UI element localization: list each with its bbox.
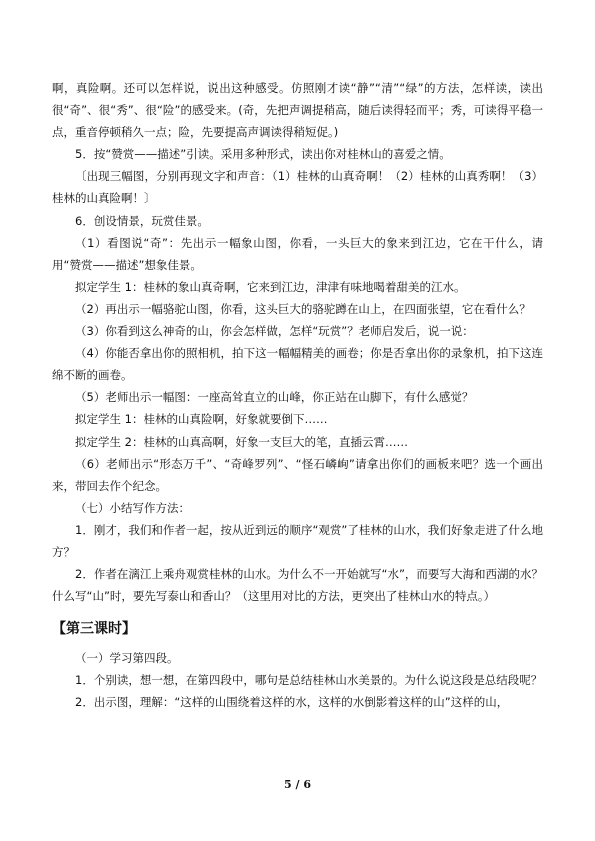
paragraph: 啊，真险啊。还可以怎样说，说出这种感受。仿照刚才读“静”“清”“绿”的方法，怎样读，读出很“奇”、很“秀”、很“险”的感受来。(奇，先把声调提稍高，随后读得轻而平；秀，可读得平稳一点，重音停顿稍久一点；险，先要提高声调读得稍短促。) [52, 81, 543, 140]
paragraph: （3）你看到这么神奇的山，你会怎样做，怎样“玩赏”？老师启发后，说一说： [75, 324, 474, 339]
document-body [52, 77, 543, 714]
paragraph: （6）老师出示“形态万千”、“奇峰罗列”、“怪石嶙峋”请拿出你们的画板来吧？选一个画出来，带回去作个纪念。 [52, 456, 543, 493]
paragraph: 2．作者在漓江上乘舟观赏桂林的山水。为什么不一开始就写“水”，而要写大海和西湖的水？什么写“山”时，要先写泰山和香山？（这里用对比的方法，更突出了桂林山水的特点。） [52, 567, 543, 604]
paragraph: 1．个别读，想一想，在第四段中，哪句是总结桂林山水美景的。为什么说这段是总结段呢？ [75, 673, 543, 688]
section-heading: 【第三课时】 [52, 621, 136, 638]
lesson-text-block [52, 77, 543, 607]
paragraph: 拟定学生 1：桂林的象山真奇啊，它来到江边，津津有味地喝着甜美的江水。 [75, 279, 466, 294]
paragraph: 拟定学生 1：桂林的山真险啊，好象就要倒下…… [75, 412, 328, 427]
paragraph: （5）老师出示一幅图：一座高耸直立的山峰，你正站在山脚下，有什么感觉？ [75, 390, 474, 405]
paragraph: （七）小结写作方法： [75, 500, 190, 515]
paragraph: 6．创设情景，玩赏佳景。 [75, 213, 209, 228]
paragraph: 1．刚才，我们和作者一起，按从近到远的顺序“观赏”了桂林的山水，我们好象走进了什么地方？ [52, 522, 543, 559]
paragraph: （一）学习第四段。 [75, 651, 179, 666]
paragraph: 拟定学生 2：桂林的山真高啊，好象一支巨大的笔，直插云霄…… [75, 434, 408, 449]
paragraph: （4）你能否拿出你的照相机，拍下这一幅幅精美的画卷；你是否拿出你的录象机，拍下这连绵不断的画卷。 [52, 346, 543, 383]
paragraph: 2．出示图，理解：“这样的山围绕着这样的水，这样的水倒影着这样的山”这样的山， [75, 695, 509, 710]
page-number: 5 / 6 [284, 778, 311, 791]
paragraph: 5．按“赞赏——描述”引读。采用多种形式，读出你对桂林山的喜爱之情。 [75, 147, 451, 162]
paragraph: （1）看图说“奇”：先出示一幅象山图，你看，一头巨大的象来到江边，它在干什么，请用“赞赏——描述”想象佳景。 [52, 235, 543, 272]
paragraph: （2）再出示一幅骆驼山图，你看，这头巨大的骆驼蹲在山上，在四面张望，它在看什么？ [75, 301, 531, 316]
paragraph: 〔出现三幅图，分别再现文字和声音：（1）桂林的山真奇啊！（2）桂林的山真秀啊！（3）桂林的山真险啊！〕 [52, 169, 543, 206]
lesson-text-block-continued [52, 647, 543, 713]
